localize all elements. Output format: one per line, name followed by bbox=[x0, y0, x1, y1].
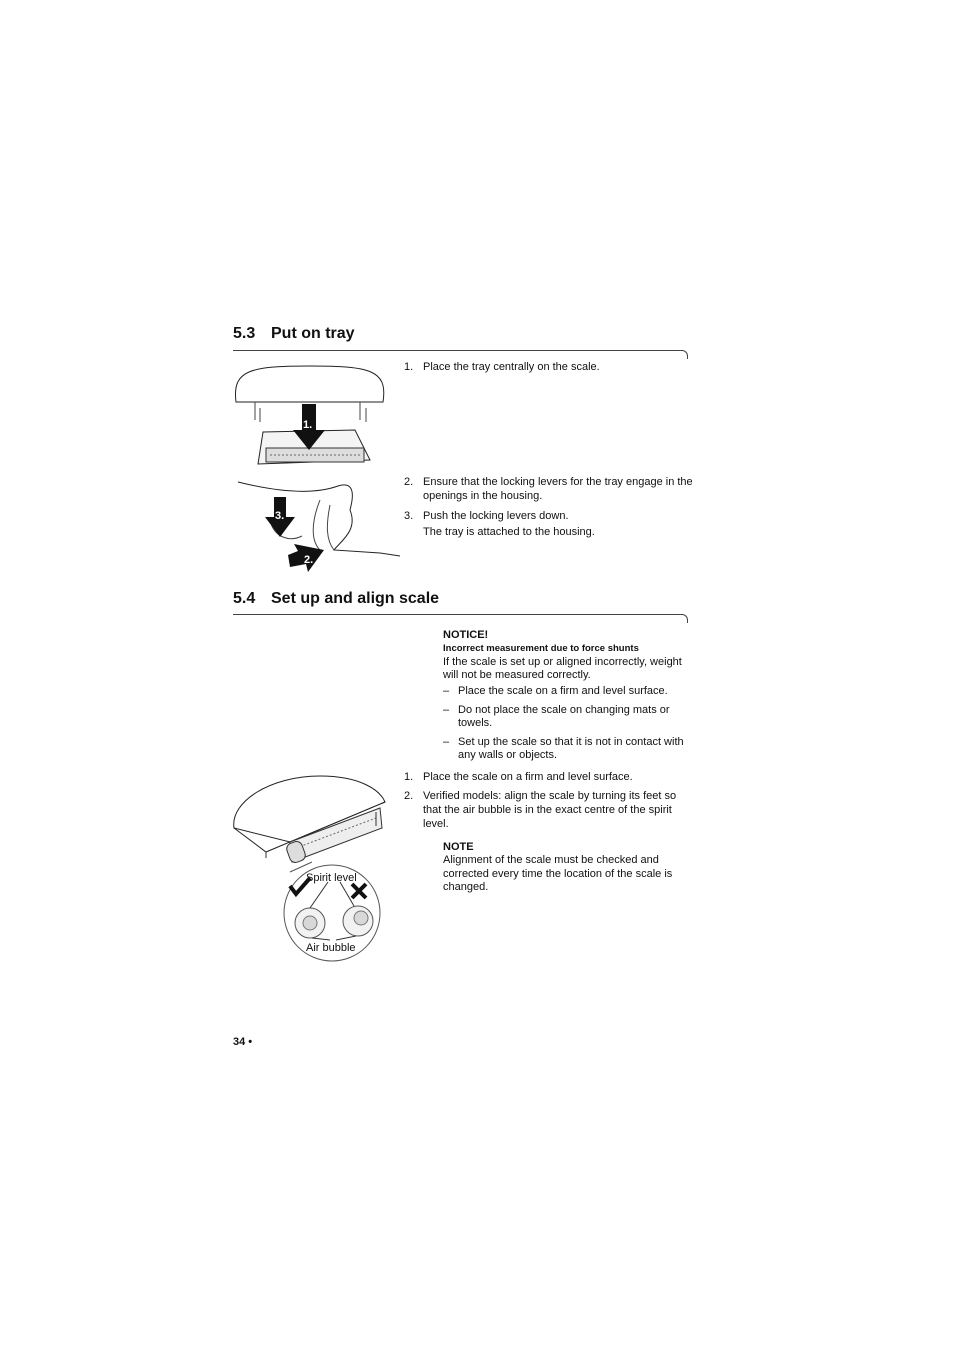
note-body: Alignment of the scale must be checked and corrected every time the location of the scale is changed. bbox=[443, 854, 673, 893]
note-heading: NOTE bbox=[443, 841, 474, 853]
notice-item-text: Set up the scale so that it is not in contact with any walls or objects. bbox=[458, 736, 684, 761]
section-rule bbox=[233, 350, 683, 351]
section-heading-5-4 bbox=[233, 590, 439, 608]
notice-item: – Place the scale on a firm and level surface. bbox=[443, 685, 668, 697]
arrow-label-3: 3. bbox=[275, 510, 285, 522]
step-text: Verified models: align the scale by turning its feet so that the air bubble is in the exact centre of the spirit level. bbox=[423, 790, 677, 830]
step-text: Place the tray centrally on the scale. bbox=[423, 361, 600, 373]
notice-heading: NOTICE! bbox=[443, 629, 489, 641]
section-rule bbox=[233, 614, 683, 615]
figure-put-on-tray bbox=[230, 360, 400, 575]
step-number: 2. bbox=[404, 790, 414, 802]
step-item bbox=[404, 475, 694, 503]
step-number: 2. bbox=[404, 476, 414, 488]
notice-item-text: Place the scale on a firm and level surface. bbox=[458, 685, 668, 697]
step-number: 1. bbox=[404, 771, 414, 783]
figure-spirit-level bbox=[230, 772, 390, 967]
note-box bbox=[443, 840, 693, 895]
step-number: 3. bbox=[404, 510, 414, 522]
notice-item: – Do not place the scale on changing mats or towels. bbox=[443, 704, 693, 730]
label-air-bubble: Air bubble bbox=[306, 942, 356, 954]
step-item bbox=[404, 789, 694, 831]
section-title: Put on tray bbox=[271, 325, 355, 342]
notice-subheading: Incorrect measurement due to force shunts bbox=[443, 643, 639, 654]
step-item bbox=[404, 360, 694, 374]
arrow-label-2: 2. bbox=[304, 554, 314, 566]
step-text: Push the locking levers down. bbox=[423, 510, 569, 522]
rule-hook bbox=[681, 614, 688, 623]
label-spirit-level: Spirit level bbox=[306, 872, 357, 884]
arrow-label-1: 1. bbox=[303, 419, 313, 431]
section-number: 5.3 bbox=[233, 325, 256, 342]
notice-item: – Set up the scale so that it is not in contact with any walls or objects. bbox=[443, 736, 693, 762]
step-item bbox=[404, 509, 694, 539]
step-text: Place the scale on a firm and level surface. bbox=[423, 771, 633, 783]
section-number: 5.4 bbox=[233, 590, 256, 607]
step-text: Ensure that the locking levers for the tray engage in the openings in the housing. bbox=[423, 476, 693, 502]
notice-item-text: Do not place the scale on changing mats or towels. bbox=[458, 704, 670, 729]
notice-box bbox=[443, 628, 693, 762]
section-heading-5-3 bbox=[233, 325, 355, 343]
rule-hook bbox=[681, 350, 688, 359]
notice-body: If the scale is set up or aligned incorrectly, weight will not be measured correctly. bbox=[443, 656, 682, 681]
step-result: The tray is attached to the housing. bbox=[423, 526, 595, 538]
step-number: 1. bbox=[404, 361, 414, 373]
step-item bbox=[404, 770, 694, 784]
section-title: Set up and align scale bbox=[271, 590, 440, 607]
page-number: 34 • bbox=[233, 1036, 253, 1048]
